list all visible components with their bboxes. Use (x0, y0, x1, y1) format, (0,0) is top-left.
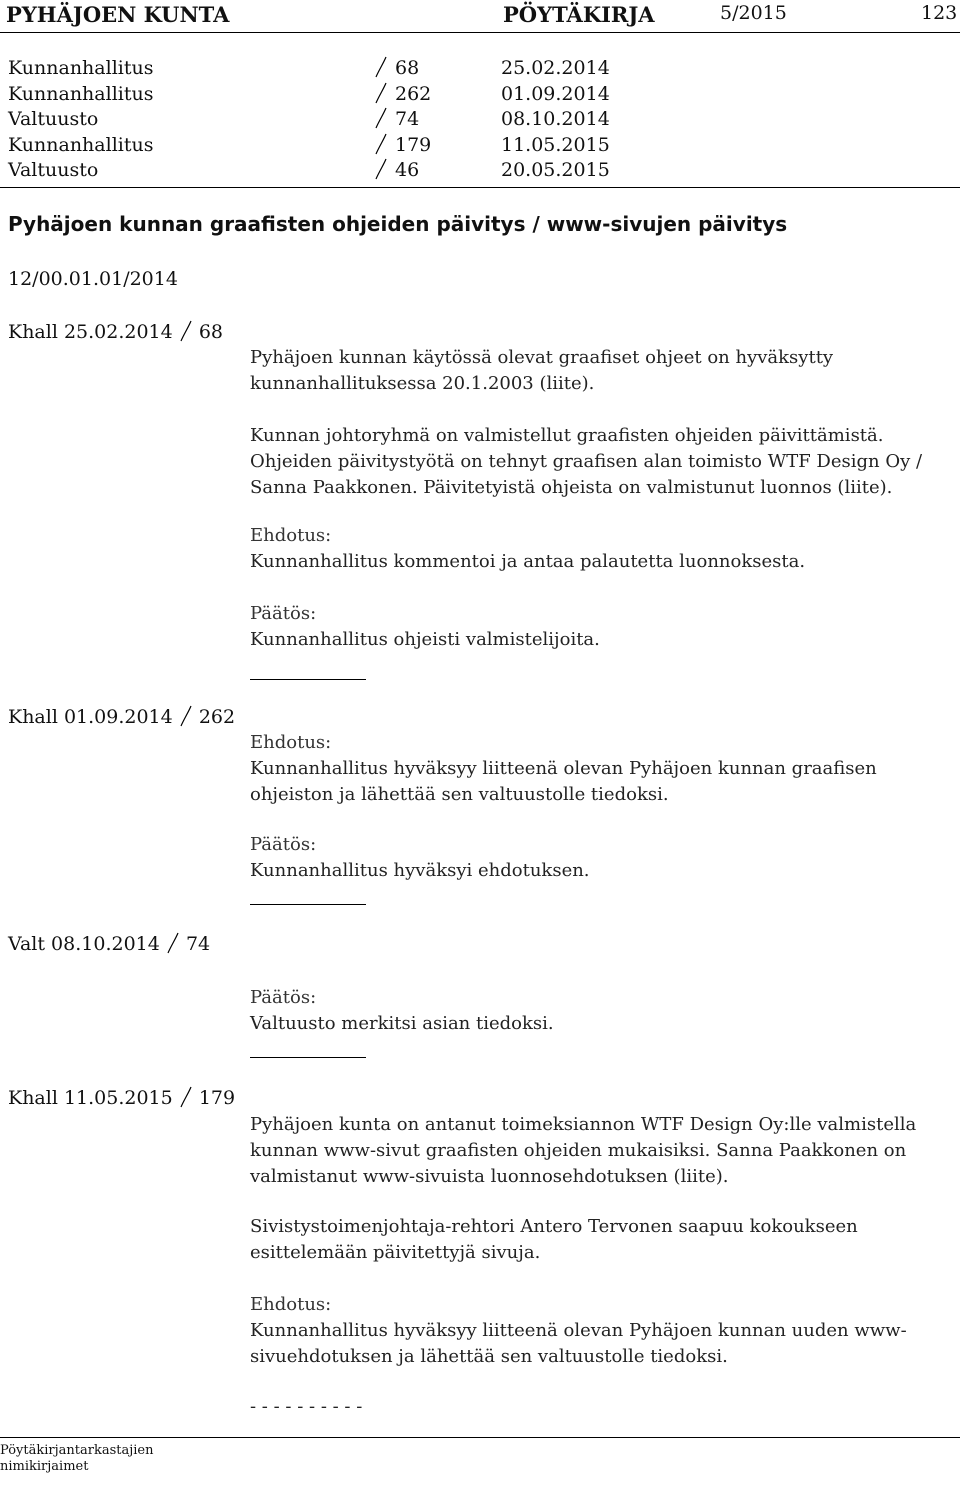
meeting-section: 179 (198, 1087, 236, 1109)
proposal-text: Kunnanhallitus kommentoi ja antaa palautetta luonnoksesta. (250, 551, 806, 572)
history-body: Kunnanhallitus (8, 82, 154, 105)
decision-label: Päätös: (250, 987, 317, 1008)
history-section: 46 (395, 159, 420, 181)
paragraph: Sivistystoimenjohtaja-rehtori Antero Tervonen saapuu kokoukseen esittelemään päivitettyjä sivuja. (250, 1216, 858, 1263)
history-section: 74 (395, 108, 420, 130)
proposal-label: Ehdotus: (250, 732, 332, 753)
meeting-label: Khall 11.05.2015 (8, 1087, 173, 1109)
section-mark-icon (374, 107, 388, 133)
proposal-block (250, 1292, 950, 1370)
municipality-name: PYHÄJOEN KUNTA (6, 2, 230, 27)
proposal-block (250, 730, 950, 808)
decision-block (250, 601, 950, 653)
decision-block (250, 832, 950, 884)
document-type: PÖYTÄKIRJA (503, 2, 655, 27)
paragraph: Kunnan johtoryhmä on valmistellut graafisten ohjeiden päivittämistä. Ohjeiden päivitystyötä on tehnyt graafisen alan toimisto WTF Design Oy / Sanna Paakkonen. Päivitetyistä ohjeista on valmistunut luonnos (liite). (250, 425, 923, 498)
decision-block (250, 985, 950, 1037)
proposal-label: Ehdotus: (250, 525, 332, 546)
section-body (250, 345, 950, 397)
section-end-rule (250, 904, 366, 905)
proposal-label: Ehdotus: (250, 1294, 332, 1315)
meeting-reference (8, 1086, 235, 1109)
history-body: Kunnanhallitus (8, 133, 154, 156)
meeting-reference (8, 705, 235, 728)
meeting-label: Khall 25.02.2014 (8, 321, 173, 343)
history-section: 68 (395, 57, 420, 79)
section-end-rule (250, 1057, 366, 1058)
meeting-reference (8, 932, 210, 955)
footer-label-line1: Pöytäkirjantarkastajien (0, 1443, 154, 1458)
history-section: 179 (395, 133, 432, 156)
section-mark-icon (374, 56, 388, 82)
proposal-text: Kunnanhallitus hyväksyy liitteenä olevan Pyhäjoen kunnan uuden www-sivuehdotuksen ja lähettää sen valtuustolle tiedoksi. (250, 1320, 907, 1367)
section-mark-icon (179, 320, 193, 342)
meeting-label: Valt 08.10.2014 (8, 933, 160, 955)
paragraph: Pyhäjoen kunta on antanut toimeksiannon WTF Design Oy:lle valmistella kunnan www-sivut graafisten ohjeiden mukaisiksi. Sanna Paakkonen on valmistanut www-sivuista luonnosehdotuksen (liite). (250, 1114, 917, 1187)
history-date: 11.05.2015 (501, 133, 610, 156)
meeting-reference (8, 320, 223, 343)
decision-text: Kunnanhallitus hyväksyi ehdotuksen. (250, 860, 590, 881)
header-divider (0, 32, 960, 33)
meeting-section: 262 (198, 706, 236, 728)
section-mark-icon (374, 82, 388, 108)
diary-number: 12/00.01.01/2014 (8, 268, 178, 290)
history-date: 20.05.2015 (501, 159, 610, 181)
paragraph: Pyhäjoen kunnan käytössä olevat graafiset ohjeet on hyväksytty kunnanhallituksessa 20.1.2003 (liite). (250, 347, 834, 394)
decision-text: Valtuusto merkitsi asian tiedoksi. (250, 1013, 554, 1034)
meeting-number: 5/2015 (720, 2, 787, 24)
end-marker: - - - - - - - - - - (250, 1396, 363, 1417)
section-body (250, 1214, 950, 1266)
decision-label: Päätös: (250, 834, 317, 855)
history-body: Valtuusto (8, 159, 99, 181)
meeting-label: Khall 01.09.2014 (8, 706, 173, 728)
decision-label: Päätös: (250, 603, 317, 624)
footer-divider (0, 1437, 960, 1438)
history-divider (0, 187, 960, 188)
proposal-text: Kunnanhallitus hyväksyy liitteenä olevan Pyhäjoen kunnan graafisen ohjeiston ja lähettää sen valtuustolle tiedoksi. (250, 758, 877, 805)
section-mark-icon (374, 158, 388, 184)
section-end-rule (250, 679, 366, 680)
meeting-section: 74 (185, 933, 211, 955)
proposal-block (250, 523, 950, 575)
footer-label-line2: nimikirjaimet (0, 1459, 89, 1474)
page-number: 123 (921, 2, 958, 24)
section-mark-icon (166, 932, 180, 954)
history-date: 08.10.2014 (501, 108, 610, 130)
history-section: 262 (395, 82, 432, 105)
history-date: 01.09.2014 (501, 82, 610, 105)
decision-text: Kunnanhallitus ohjeisti valmistelijoita. (250, 629, 600, 650)
history-body: Valtuusto (8, 108, 99, 130)
section-mark-icon (179, 705, 193, 727)
section-mark-icon (374, 133, 388, 159)
history-body: Kunnanhallitus (8, 57, 154, 79)
section-body (250, 1112, 950, 1190)
meeting-section: 68 (198, 321, 224, 343)
section-mark-icon (179, 1086, 193, 1108)
section-body (250, 423, 950, 501)
history-date: 25.02.2014 (501, 57, 610, 79)
case-title: Pyhäjoen kunnan graafisten ohjeiden päivitys / www-sivujen päivitys (8, 212, 788, 236)
